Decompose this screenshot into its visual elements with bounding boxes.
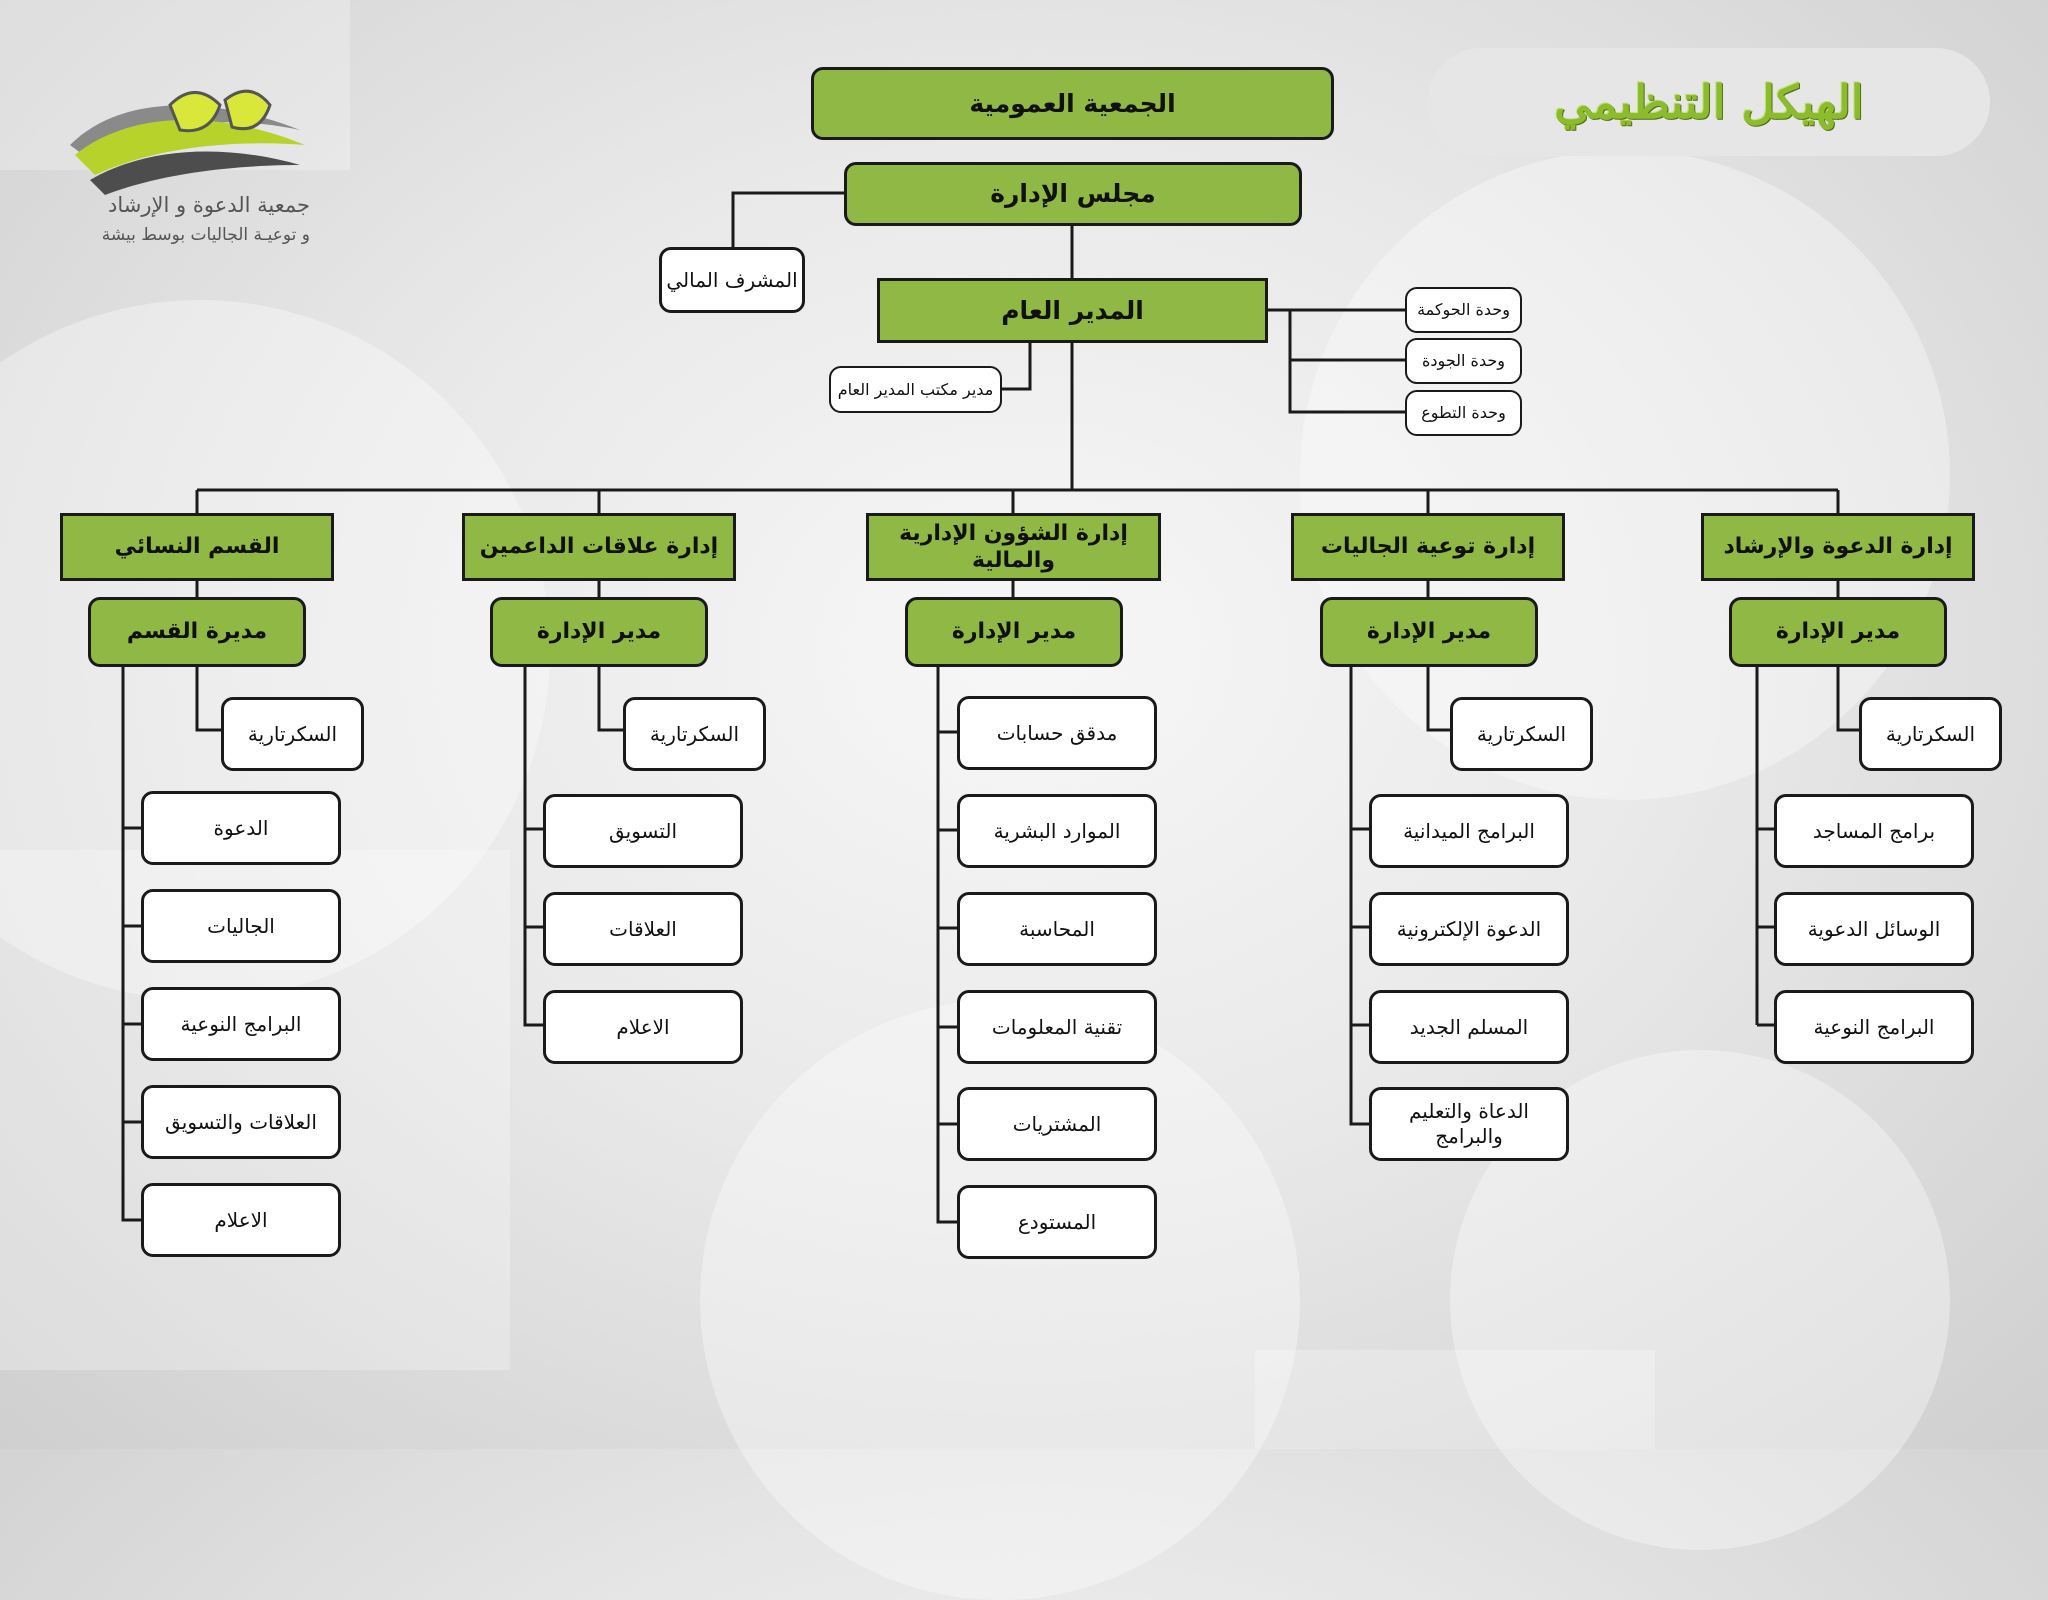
dept-item: مدقق حسابات	[957, 696, 1157, 770]
dept-header: إدارة الدعوة والإرشاد	[1701, 513, 1975, 581]
dept-secretary: السكرتارية	[623, 697, 766, 771]
connector	[733, 193, 845, 248]
connector	[197, 666, 222, 730]
unit-quality-box: وحدة الجودة	[1405, 338, 1522, 384]
unit-governance-box: وحدة الحوكمة	[1405, 287, 1522, 333]
general-manager-box: المدير العام	[877, 278, 1268, 343]
dept-item: الاعلام	[543, 990, 743, 1064]
connector	[1838, 666, 1860, 730]
dept-item: المحاسبة	[957, 892, 1157, 966]
connector	[1351, 666, 1370, 1124]
dept-item: تقنية المعلومات	[957, 990, 1157, 1064]
dept-item: المستودع	[957, 1185, 1157, 1259]
dept-item: البرامج الميدانية	[1369, 794, 1569, 868]
dept-item: الدعوة	[141, 791, 341, 865]
dept-manager: مدير الإدارة	[1729, 597, 1947, 667]
dept-item: العلاقات	[543, 892, 743, 966]
board-box: مجلس الإدارة	[844, 162, 1302, 226]
dept-item: العلاقات والتسويق	[141, 1085, 341, 1159]
dept-manager: مدير الإدارة	[905, 597, 1123, 667]
dept-item: الاعلام	[141, 1183, 341, 1257]
dept-item: الدعاة والتعليم والبرامج	[1369, 1087, 1569, 1161]
dept-item: البرامج النوعية	[141, 987, 341, 1061]
dept-secretary: السكرتارية	[1859, 697, 2002, 771]
dept-item: الوسائل الدعوية	[1774, 892, 1974, 966]
dept-item: الدعوة الإلكترونية	[1369, 892, 1569, 966]
association-subtitle: و توعيـة الجاليات بوسط بيشة	[101, 225, 310, 245]
connector	[599, 666, 624, 730]
dept-manager: مدير الإدارة	[1320, 597, 1538, 667]
dept-secretary: السكرتارية	[221, 697, 364, 771]
dept-header: القسم النسائي	[60, 513, 334, 581]
dept-manager: مديرة القسم	[88, 597, 306, 667]
general-assembly-box: الجمعية العمومية	[811, 67, 1334, 140]
association-name: جمعية الدعوة و الإرشاد	[108, 193, 310, 217]
dept-item: المسلم الجديد	[1369, 990, 1569, 1064]
dept-manager: مدير الإدارة	[490, 597, 708, 667]
financial-supervisor-box: المشرف المالي	[659, 247, 805, 313]
dept-secretary: السكرتارية	[1450, 697, 1593, 771]
unit-volunteering-box: وحدة التطوع	[1405, 390, 1522, 436]
dept-item: التسويق	[543, 794, 743, 868]
connector	[525, 666, 544, 1025]
dept-item: برامج المساجد	[1774, 794, 1974, 868]
connector	[938, 666, 958, 1222]
dept-header: إدارة توعية الجاليات	[1291, 513, 1565, 581]
connector	[1001, 342, 1030, 389]
page-title: الهيكل التنظيمي	[1428, 48, 1990, 156]
dept-header: إدارة الشؤون الإدارية والمالية	[866, 513, 1161, 581]
connector	[123, 666, 142, 1220]
dept-item: البرامج النوعية	[1774, 990, 1974, 1064]
dept-item: المشتريات	[957, 1087, 1157, 1161]
connector	[1428, 666, 1451, 730]
dept-item: الموارد البشرية	[957, 794, 1157, 868]
gm-office-manager-box: مدير مكتب المدير العام	[829, 366, 1002, 413]
dept-item: الجاليات	[141, 889, 341, 963]
dept-header: إدارة علاقات الداعمين	[462, 513, 736, 581]
